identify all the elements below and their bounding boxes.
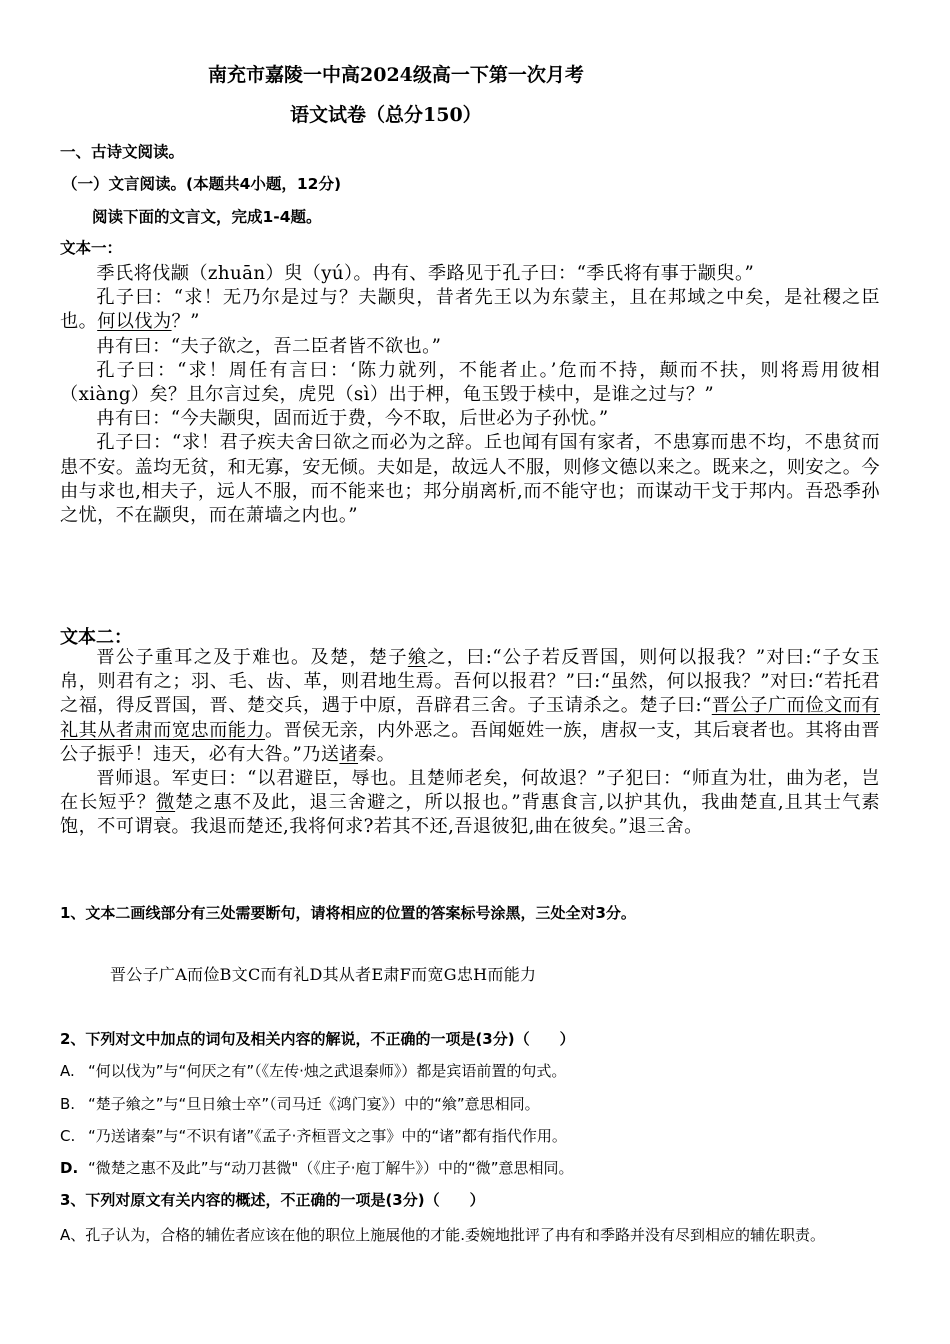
text1-heading: 文本一： — [60, 239, 123, 257]
sub-heading: （一）文言阅读。(本题共4小题，12分) — [62, 175, 342, 193]
underlined-word: 飨 — [407, 647, 428, 668]
text1-paragraph: 孔子曰：“求！君子疾夫舍曰欲之而必为之辞。丘也闻有国有家者，不患寡而患不均，不患贫而患不安。盖均无贫，和无寡，安无倾。夫如是，故远人不服，则修文德以来之。既来之，则安之。今由与求也,相夫子，远人不服，而不能来也；邦分崩离析,而不能守也；而谋动干戈于邦内。吾恐季孙之忧，不在颛臾，而在萧墙之内也。” — [60, 432, 880, 527]
instruction: 阅读下面的文言文，完成1-4题。 — [92, 208, 322, 226]
question-2-stem: 2、下列对文中加点的词句及相关内容的解说，不正确的一项是(3分)（ ） — [60, 1030, 575, 1048]
exam-subtitle: 语文试卷（总分150） — [290, 104, 482, 126]
text2-paragraph: 晋公子重耳之及于难也。及楚，楚子飨之，曰:“公子若反晋国，则何以报我？”对曰:“子女玉帛，则君有之；羽、毛、齿、革，则君地生焉。吾何以报君？”曰:“虽然，何以报我？”对曰:“若托君之福，得反晋国，晋、楚交兵，遇于中原，吾辟君三舍。子玉请杀之。楚子曰:“晋公子广而俭文而有礼其从者肃而宽忠而能力。晋侯无亲，内外恶之。吾闻姬姓一族，唐叔一支，其后衰者也。其将由晋公子振乎！违天，必有大咎。”乃送诸秦。 — [60, 647, 880, 765]
text1-body — [60, 262, 880, 528]
underlined-word: 微 — [155, 792, 176, 814]
text1-paragraph: 冉有曰：“夫子欲之，吾二臣者皆不欲也。” — [96, 335, 442, 357]
text1-paragraph: 孔子曰：“求！无乃尔是过与？夫颛臾，昔者先王以为东蒙主，且在邦域之中矣，是社稷之臣也。何以伐为？” — [60, 287, 880, 333]
text1-paragraph: 冉有曰：“今夫颛臾，固而近于费，今不取，后世必为子孙忧。” — [96, 408, 609, 430]
text2-paragraph: 晋师退。军吏曰：“以君避臣，辱也。且楚师老矣，何故退？”子犯曰：“师直为壮，曲为老，岂在长短乎？微楚之惠不及此，退三舍避之，所以报也。”背惠食言,以护其仇，我曲楚直,且其士气素饱，不可谓衰。我退而楚还,我将何求?若其不还,吾退彼犯,曲在彼矣。”退三舍。 — [60, 768, 880, 838]
text2-body — [60, 646, 880, 840]
question-2-option-c[interactable]: C. “乃送诸秦”与“不识有诸”《孟子·齐桓晋文之事》中的“诸”都有指代作用。 — [60, 1127, 567, 1145]
question-2-option-a[interactable]: A. “何以伐为”与“何厌之有”（《左传·烛之武退秦师》）都是宾语前置的句式。 — [60, 1062, 567, 1080]
question-1-answer-line: 晋公子广A而俭B文C而有礼D其从者E肃F而宽G忠H而能力 — [110, 965, 537, 984]
exam-title: 南充市嘉陵一中高2024级高一下第一次月考 — [208, 64, 584, 86]
question-2-option-d[interactable]: D. “微楚之惠不及此”与“动刀甚微"（《庄子·庖丁解牛》）中的“微”意思相同。 — [60, 1159, 574, 1177]
question-3-stem: 3、下列对原文有关内容的概述，不正确的一项是(3分)（ ） — [60, 1191, 485, 1209]
underlined-passage: 晋公子广而俭文而有礼其从者肃而宽忠而能力 — [60, 695, 880, 741]
underlined-word: 诸 — [339, 743, 359, 765]
underlined-phrase: 何以伐为 — [97, 311, 172, 333]
text1-paragraph: 季氏将伐颛（zhuān）臾（yú）。冉有、季路见于孔子曰：“季氏将有事于颛臾。” — [96, 263, 755, 284]
text1-paragraph: 孔子曰：“求！周任有言曰：‘陈力就列，不能者止。’危而不持，颠而不扶，则将焉用彼相（xiàng）矣？且尔言过矣，虎兕（sì）出于柙，龟玉毁于椟中，是谁之过与？” — [60, 359, 880, 406]
question-1-stem: 1、文本二画线部分有三处需要断句，请将相应的位置的答案标号涂黑，三处全对3分。 — [60, 904, 636, 922]
text2-heading: 文本二： — [60, 627, 132, 648]
section-heading: 一、古诗文阅读。 — [60, 143, 185, 161]
question-3-option-a[interactable]: A、孔子认为，合格的辅佐者应该在他的职位上施展他的才能.委婉地批评了冉有和季路并没有尽到相应的辅佐职责。 — [60, 1226, 826, 1244]
question-2-option-b[interactable]: B. “楚子飨之”与“旦日飨士卒”（司马迁《鸿门宴》）中的“飨”意思相同。 — [60, 1095, 540, 1113]
